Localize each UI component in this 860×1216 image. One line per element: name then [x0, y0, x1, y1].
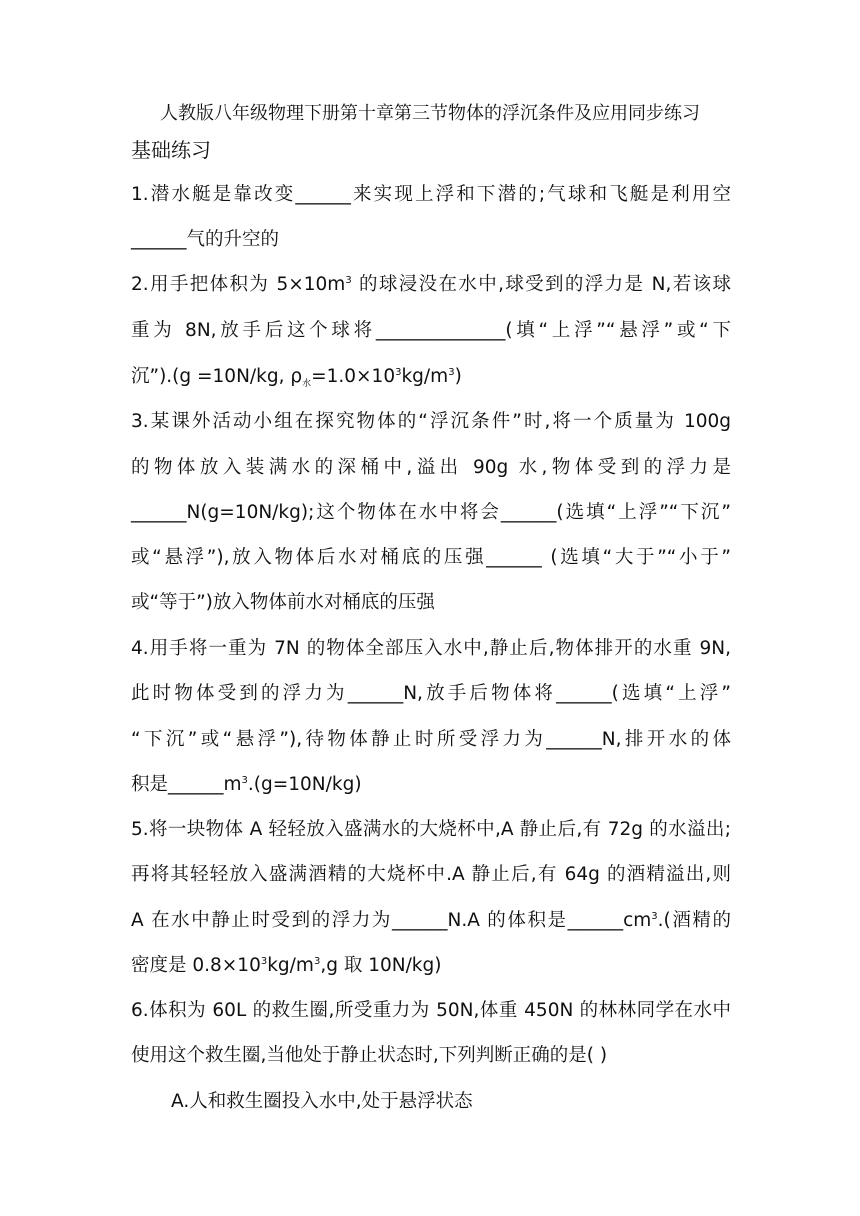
q2-text-f: ): [454, 366, 462, 387]
question-2-line-3: [131, 364, 731, 390]
question-4-line-3: “下沉”或“悬浮”),待物体静止时所受浮力为______N,排开水的体: [131, 729, 731, 750]
question-1-line-2: ______气的升空的: [131, 229, 280, 250]
q2-text-d: =1.0×10: [311, 366, 396, 387]
question-3-line-1: 3.某课外活动小组在探究物体的“浮沉条件”时,将一个质量为 100g: [131, 411, 731, 432]
q5-text-c: 密度是 0.8×10: [131, 955, 261, 976]
q2-text-c: 沉”).(g =10N/kg, ρ: [131, 366, 303, 387]
question-3-line-5: 或“等于”)放入物体前水对桶底的压强: [131, 592, 435, 613]
question-5-line-3: [131, 908, 731, 934]
question-3-line-4: 或“悬浮”),放入物体后水对桶底的压强______ (选填“大于”“小于”: [131, 547, 731, 568]
q5-text-e: ,g 取 10N/kg): [320, 955, 442, 976]
question-2-line-2: 重为 8N,放手后这个球将______________(填“上浮”“悬浮”或“下: [131, 320, 731, 341]
section-heading: 基础练习: [131, 138, 211, 162]
document-title: 人教版八年级物理下册第十章第三节物体的浮沉条件及应用同步练习: [160, 103, 700, 124]
question-6-option-a: A.人和救生圈投入水中,处于悬浮状态: [171, 1091, 473, 1112]
q4-text-b: .(g=10N/kg): [247, 774, 362, 795]
superscript: 3: [448, 367, 455, 378]
superscript: 3: [260, 956, 268, 967]
superscript: 3: [241, 775, 248, 786]
question-1-line-1: 1.潜水艇是靠改变______来实现上浮和下潜的;气球和飞艇是利用空: [131, 184, 731, 205]
superscript: 3: [313, 956, 321, 967]
q2-text-a: 2.用手把体积为 5×10m: [131, 274, 346, 295]
q5-text-b: .(酒精的: [657, 910, 731, 931]
q2-text-b: 的球浸没在水中,球受到的浮力是 N,若该球: [351, 274, 731, 295]
q2-text-e: kg/m: [401, 366, 449, 387]
question-2-line-1: [131, 272, 731, 298]
q4-text-a: 积是______m: [131, 774, 242, 795]
q5-text-a: A 在水中静止时受到的浮力为______N.A 的体积是______cm: [131, 910, 652, 931]
question-4-line-2: 此时物体受到的浮力为______N,放手后物体将______(选填“上浮”: [131, 683, 731, 704]
question-4-line-4: [131, 772, 731, 798]
question-3-line-3: ______N(g=10N/kg);这个物体在水中将会______(选填“上浮”“下沉”: [131, 502, 731, 523]
question-5-line-1: 5.将一块物体 A 轻轻放入盛满水的大烧杯中,A 静止后,有 72g 的水溢出;: [131, 819, 731, 840]
question-4-line-1: 4.用手将一重为 7N 的物体全部压入水中,静止后,物体排开的水重 9N,: [131, 638, 731, 659]
superscript: 3: [651, 911, 658, 922]
question-5-line-2: 再将其轻轻放入盛满酒精的大烧杯中.A 静止后,有 64g 的酒精溢出,则: [131, 864, 731, 885]
superscript: 3: [395, 367, 402, 378]
question-6-line-1: 6.体积为 60L 的救生圈,所受重力为 50N,体重 450N 的林林同学在水中: [131, 1000, 731, 1021]
question-3-line-2: 的物体放入装满水的深桶中,溢出 90g 水,物体受到的浮力是: [131, 457, 731, 478]
superscript: 3: [345, 275, 352, 286]
q5-text-d: kg/m: [267, 955, 314, 976]
density-subscript: 水: [302, 379, 312, 389]
question-5-line-4: [131, 953, 731, 979]
question-6-line-2: 使用这个救生圈,当他处于静止状态时,下列判断正确的是( ): [131, 1045, 608, 1066]
